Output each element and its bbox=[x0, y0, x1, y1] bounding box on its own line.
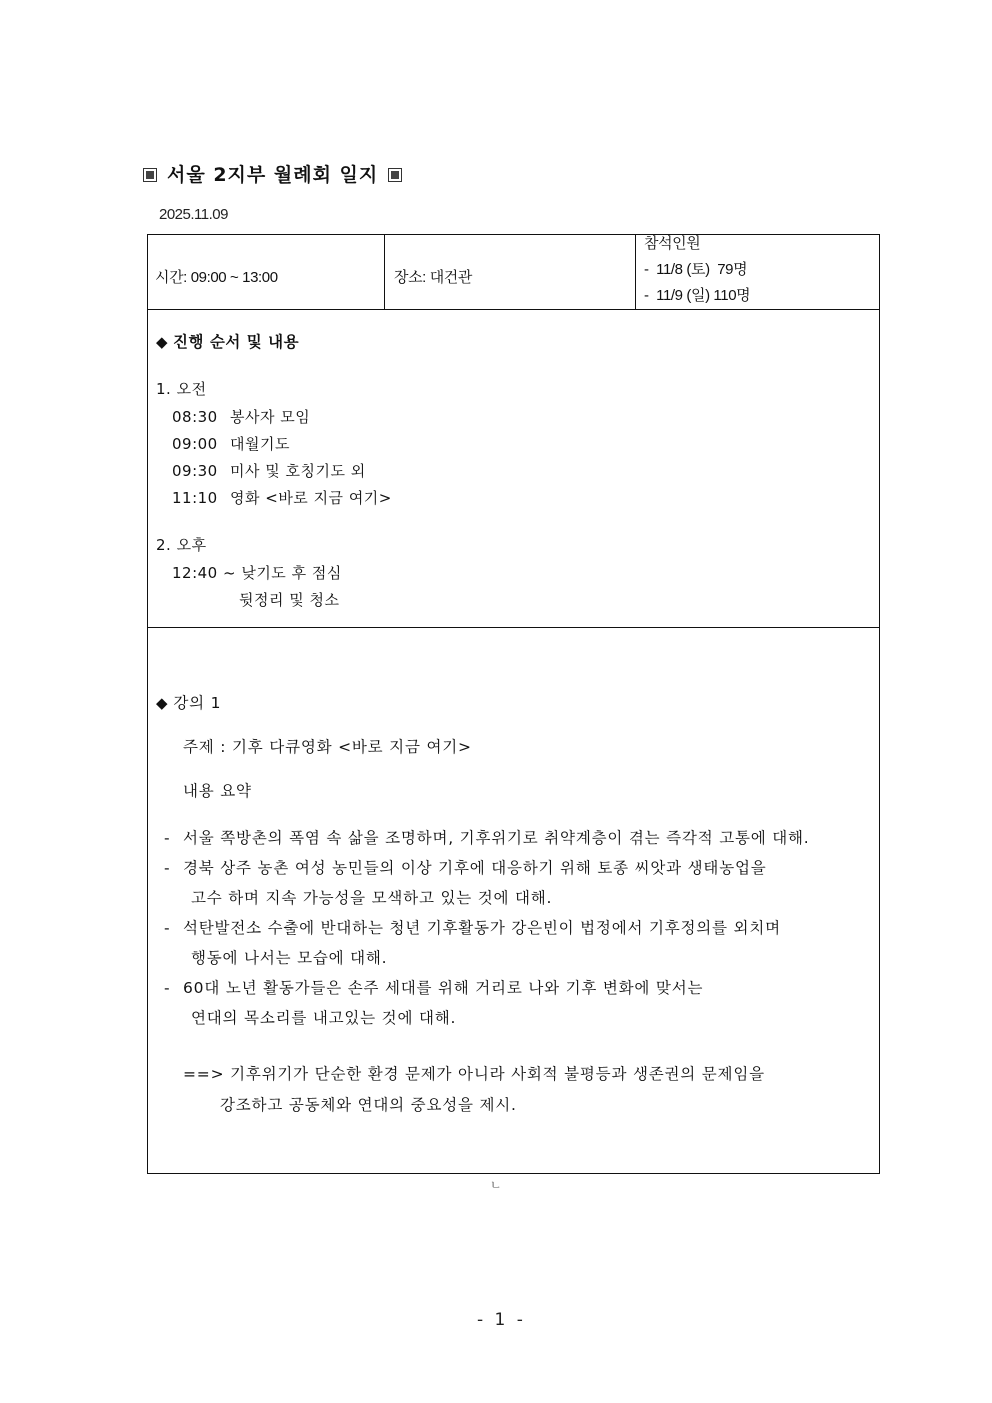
square-bullet-icon bbox=[143, 168, 157, 182]
summary-item: - 석탄발전소 수출에 반대하는 청년 기후활동가 강은빈이 법정에서 기후정의를 외치며 행동에 나서는 모습에 대해. bbox=[164, 919, 781, 967]
place-cell: 장소: 대건관 bbox=[385, 235, 636, 309]
lecture-section bbox=[148, 628, 879, 1173]
schedule-item: 뒷정리 및 청소 bbox=[239, 591, 340, 609]
lecture-heading: ◆ 강의 1 bbox=[156, 694, 222, 712]
page-number: - 1 - bbox=[477, 1310, 526, 1330]
attendance-entry: - 11/8 (토) 79명 bbox=[644, 261, 748, 278]
summary-item: - 서울 쪽방촌의 폭염 속 삶을 조명하며, 기후위기로 취약계층이 겪는 즉각적 고통에 대해. bbox=[164, 829, 810, 847]
document-title: 서울 2지부 월례회 일지 bbox=[143, 160, 402, 187]
afternoon-label: 2. 오후 bbox=[156, 536, 207, 554]
schedule-item: 11:10 영화 <바로 지금 여기> bbox=[172, 489, 392, 507]
summary-list bbox=[156, 823, 879, 1033]
log-table bbox=[147, 234, 880, 1174]
morning-label: 1. 오전 bbox=[156, 380, 207, 398]
info-row bbox=[148, 235, 879, 310]
schedule-item: 09:30 미사 및 호칭기도 외 bbox=[172, 462, 366, 480]
schedule-item: 12:40 ~ 낮기도 후 점심 bbox=[172, 564, 342, 582]
summary-item: - 60대 노년 활동가들은 손주 세대를 위해 거리로 나와 기후 변화에 맞서는 연대의 목소리를 내고있는 것에 대해. bbox=[164, 979, 704, 1027]
summary-item: - 경북 상주 농촌 여성 농민들의 이상 기후에 대응하기 위해 토종 씨앗과 생태농업을 고수 하며 지속 가능성을 모색하고 있는 것에 대해. bbox=[164, 859, 767, 907]
conclusion: ==> 기후위기가 단순한 환경 문제가 아니라 사회적 불평등과 생존권의 문제임을 강조하고 공동체와 연대의 중요성을 제시. bbox=[183, 1065, 765, 1114]
time-cell: 시간: 09:00 ~ 13:00 bbox=[148, 235, 385, 309]
diamond-bullet-icon: ◆ bbox=[156, 694, 169, 712]
summary-label: 내용 요약 bbox=[183, 782, 252, 800]
schedule-item: 09:00 대월기도 bbox=[172, 435, 290, 453]
document-date: 2025.11.09 bbox=[159, 206, 228, 223]
attendance-label: 참석인원 bbox=[644, 235, 701, 252]
program-section bbox=[148, 310, 879, 628]
square-bullet-icon bbox=[388, 168, 402, 182]
stray-mark: ㄴ bbox=[490, 1178, 502, 1192]
diamond-bullet-icon: ◆ bbox=[156, 333, 169, 351]
morning-schedule bbox=[156, 404, 879, 512]
attendance-entry: - 11/9 (일) 110명 bbox=[644, 287, 751, 304]
attendance-cell bbox=[636, 231, 879, 309]
afternoon-schedule bbox=[156, 560, 879, 614]
schedule-item: 08:30 봉사자 모임 bbox=[172, 408, 311, 426]
lecture-topic: 주제 : 기후 다큐영화 <바로 지금 여기> bbox=[183, 738, 472, 756]
program-heading: ◆ 진행 순서 및 내용 bbox=[156, 333, 300, 351]
